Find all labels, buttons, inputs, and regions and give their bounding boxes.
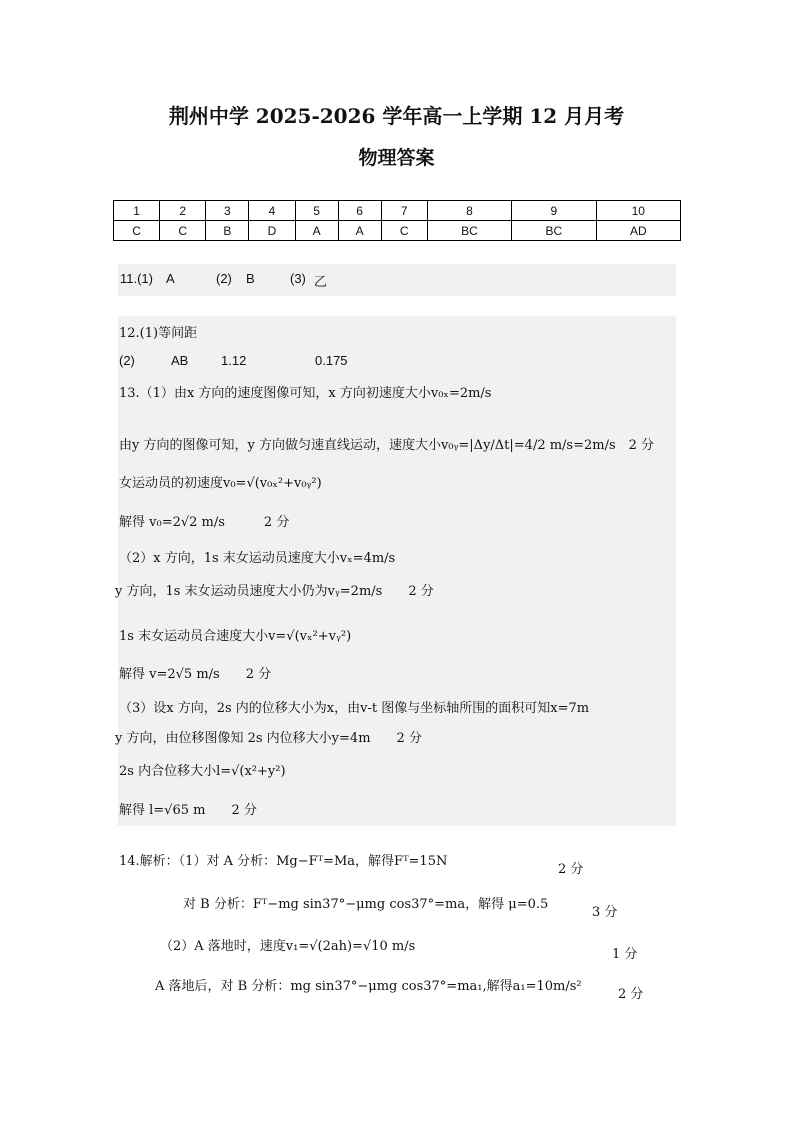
choice-answers-table [113,200,681,241]
q11-label-3: (3) [290,271,306,286]
q14-score: 3 分 [592,905,618,920]
question-number-cell: 9 [512,201,596,221]
q13-line: 解得 v=2√5 m/s 2 分 [119,667,272,682]
answer-cell: A [295,221,338,241]
page-subtitle: 物理答案 [358,147,435,169]
q11-answer-2: B [246,271,255,286]
question-number-cell: 8 [427,201,511,221]
q12-answer-value-2: 0.175 [315,353,348,368]
q13-line: （2）x 方向，1s 末女运动员速度大小vₓ=4m/s [119,551,396,566]
q14-line: 对 B 分析：Fᵀ−mg sin37°−μmg cos37°=ma，解得 μ=0.5 [183,897,549,912]
q13-line: y 方向，1s 末女运动员速度大小仍为vᵧ=2m/s 2 分 [115,584,434,599]
answer-cell: C [160,221,206,241]
answer-cell: AD [596,221,680,241]
answer-cell: C [381,221,427,241]
answer-cell: B [206,221,249,241]
q14-line: 14.解析：（1）对 A 分析：Mg−Fᵀ=Ma，解得Fᵀ=15N [119,854,448,869]
q11-label: 11.(1) [120,271,153,286]
q11-answer-1: A [166,271,175,286]
q13-line: 解得 l=√65 m 2 分 [119,803,257,818]
question-number-cell: 3 [206,201,249,221]
q12-answer-ab: AB [171,353,189,368]
question-number-cell: 2 [160,201,206,221]
q13-line: （3）设x 方向，2s 内的位移大小为x，由v-t 图像与坐标轴所围的面积可知x=7m [119,701,590,716]
question-number-cell: 1 [114,201,160,221]
q13-line: y 方向，由位移图像知 2s 内位移大小y=4m 2 分 [115,731,422,746]
q12-line-1: 12.(1)等间距 [119,326,198,341]
q14-score: 1 分 [612,947,638,962]
question-number-cell: 10 [596,201,680,221]
question-number-row [114,201,681,221]
q13-line: 13.（1）由x 方向的速度图像可知，x 方向初速度大小v₀ₓ=2m/s [119,386,492,401]
answer-cell: A [338,221,381,241]
answer-cell: BC [512,221,596,241]
answer-cell: C [114,221,160,241]
q11-answer-3: 乙 [314,275,328,290]
q13-line: 2s 内合位移大小l=√(x²+y²) [119,764,286,779]
answer-cell: D [249,221,295,241]
question-number-cell: 7 [381,201,427,221]
question-number-cell: 6 [338,201,381,221]
q11-label-2: (2) [216,271,232,286]
q14-score: 2 分 [558,862,584,877]
q12-label-2: (2) [119,353,135,368]
q14-line: A 落地后，对 B 分析：mg sin37°−μmg cos37°=ma₁,解得a₁=10m/s² [155,979,582,994]
question-number-cell: 4 [249,201,295,221]
answer-cell: BC [427,221,511,241]
page-title: 荆州中学 2025-2026 学年高一上学期 12 月月考 [168,104,625,128]
q11-box [118,264,676,296]
answer-row [114,221,681,241]
q13-line: 1s 末女运动员合速度大小v=√(vₓ²+vᵧ²) [119,629,352,644]
q12-answer-value-1: 1.12 [221,353,247,368]
q13-line: 解得 v₀=2√2 m/s 2 分 [119,515,290,530]
q14-line: （2）A 落地时，速度v₁=√(2ah)=√10 m/s [160,939,416,954]
question-number-cell: 5 [295,201,338,221]
q14-score: 2 分 [618,987,644,1002]
q13-line: 由y 方向的图像可知，y 方向做匀速直线运动，速度大小v₀ᵧ=|Δy/Δt|=4/2 m/s=2m/s 2 分 [119,438,655,453]
q13-line: 女运动员的初速度v₀=√(v₀ₓ²+v₀ᵧ²) [119,476,322,491]
